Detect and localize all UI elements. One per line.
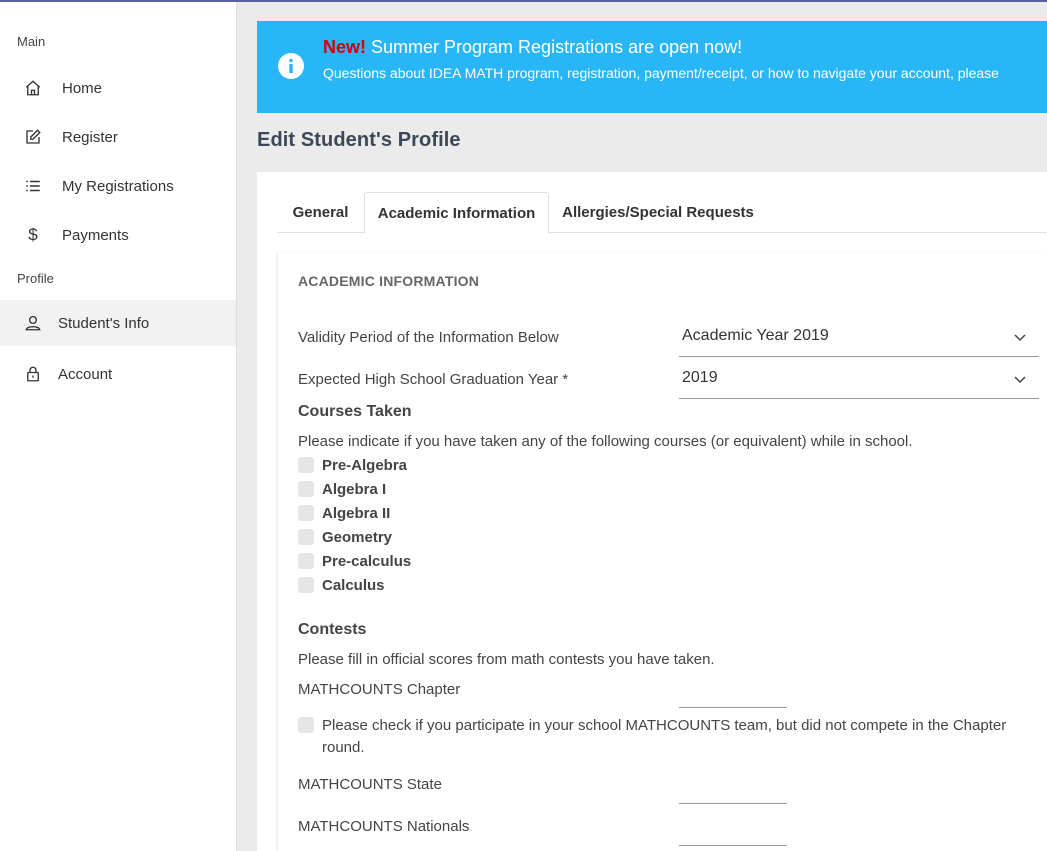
mathcounts-chapter-label: MATHCOUNTS Chapter [298,681,461,698]
mathcounts-chapter-input[interactable] [679,707,787,708]
banner-message: Questions about IDEA MATH program, registration, payment/receipt, or how to navigate your account, please [323,65,999,81]
banner-headline [323,37,742,58]
new-badge: New! [323,37,367,57]
school-team-checkbox[interactable] [298,717,314,733]
mathcounts-state-label: MATHCOUNTS State [298,776,442,793]
mathcounts-state-input[interactable] [679,803,787,804]
course-label: Algebra I [322,480,387,498]
announcement-banner [257,21,1047,113]
validity-period-label: Validity Period of the Information Below [298,329,559,346]
graduation-year-value: 2019 [682,369,718,386]
mathcounts-nationals-input[interactable] [679,845,787,846]
profile-tabs [277,192,1047,233]
courses-description: Please indicate if you have taken any of the following courses (or equivalent) while in school. [298,433,913,450]
course-label: Pre-calculus [322,552,412,570]
contests-heading: Contests [298,621,367,638]
tab-allergies-special-requests[interactable]: Allergies/Special Requests [562,204,754,221]
sidebar-section-main: Main [17,34,46,49]
tab-academic-information[interactable]: Academic Information [364,192,549,234]
school-team-label: Please check if you participate in your school MATHCOUNTS team, but did not compete in the Chapter round. [322,717,1007,756]
course-checkbox[interactable] [298,457,314,473]
course-option [298,479,386,499]
academic-information-panel [277,253,1047,851]
edit-icon [22,126,44,148]
sidebar-item-label: Home [62,79,103,97]
course-checkbox[interactable] [298,577,314,593]
course-option [298,527,392,547]
graduation-year-select[interactable] [679,359,1039,399]
mathcounts-nationals-label: MATHCOUNTS Nationals [298,818,470,835]
course-option [298,575,385,595]
lock-icon [22,363,44,385]
sidebar [0,2,237,851]
info-icon [278,53,304,79]
chevron-down-icon [1013,330,1027,344]
course-label: Algebra II [322,504,391,522]
banner-headline-text: Summer Program Registrations are open now! [366,37,743,57]
home-icon [22,77,44,99]
course-label: Pre-Algebra [322,456,408,474]
sidebar-item-payments[interactable] [0,212,236,258]
sidebar-item-my-registrations[interactable] [0,163,236,209]
validity-period-value: Academic Year 2019 [682,327,829,344]
sidebar-item-label: Student's Info [58,314,150,332]
course-option [298,455,407,475]
contests-description: Please fill in official scores from math contests you have taken. [298,651,715,668]
sidebar-item-label: My Registrations [62,177,174,195]
dollar-icon: $ [28,225,38,244]
chevron-down-icon [1013,372,1027,386]
course-checkbox[interactable] [298,481,314,497]
sidebar-item-label: Register [62,128,118,146]
course-label: Geometry [322,528,393,546]
page-title: Edit Student's Profile [257,129,461,151]
sidebar-item-account[interactable] [0,351,236,397]
sidebar-section-profile: Profile [17,271,54,286]
courses-heading: Courses Taken [298,403,412,420]
list-icon [22,175,44,197]
tab-general[interactable]: General [292,204,349,221]
sidebar-item-label: Account [58,365,113,383]
user-icon [22,312,44,334]
sidebar-item-students-info[interactable] [0,300,236,346]
sidebar-item-home[interactable] [0,65,236,111]
profile-card [257,172,1047,851]
course-checkbox[interactable] [298,505,314,521]
course-checkbox[interactable] [298,529,314,545]
sidebar-item-label: Payments [62,226,129,244]
graduation-year-label: Expected High School Graduation Year * [298,371,569,388]
course-label: Calculus [322,576,385,594]
validity-period-select[interactable] [679,317,1039,357]
course-checkbox[interactable] [298,553,314,569]
sidebar-item-register[interactable] [0,114,236,160]
section-heading: ACADEMIC INFORMATION [298,273,480,289]
course-option [298,551,411,571]
course-option [298,503,390,523]
